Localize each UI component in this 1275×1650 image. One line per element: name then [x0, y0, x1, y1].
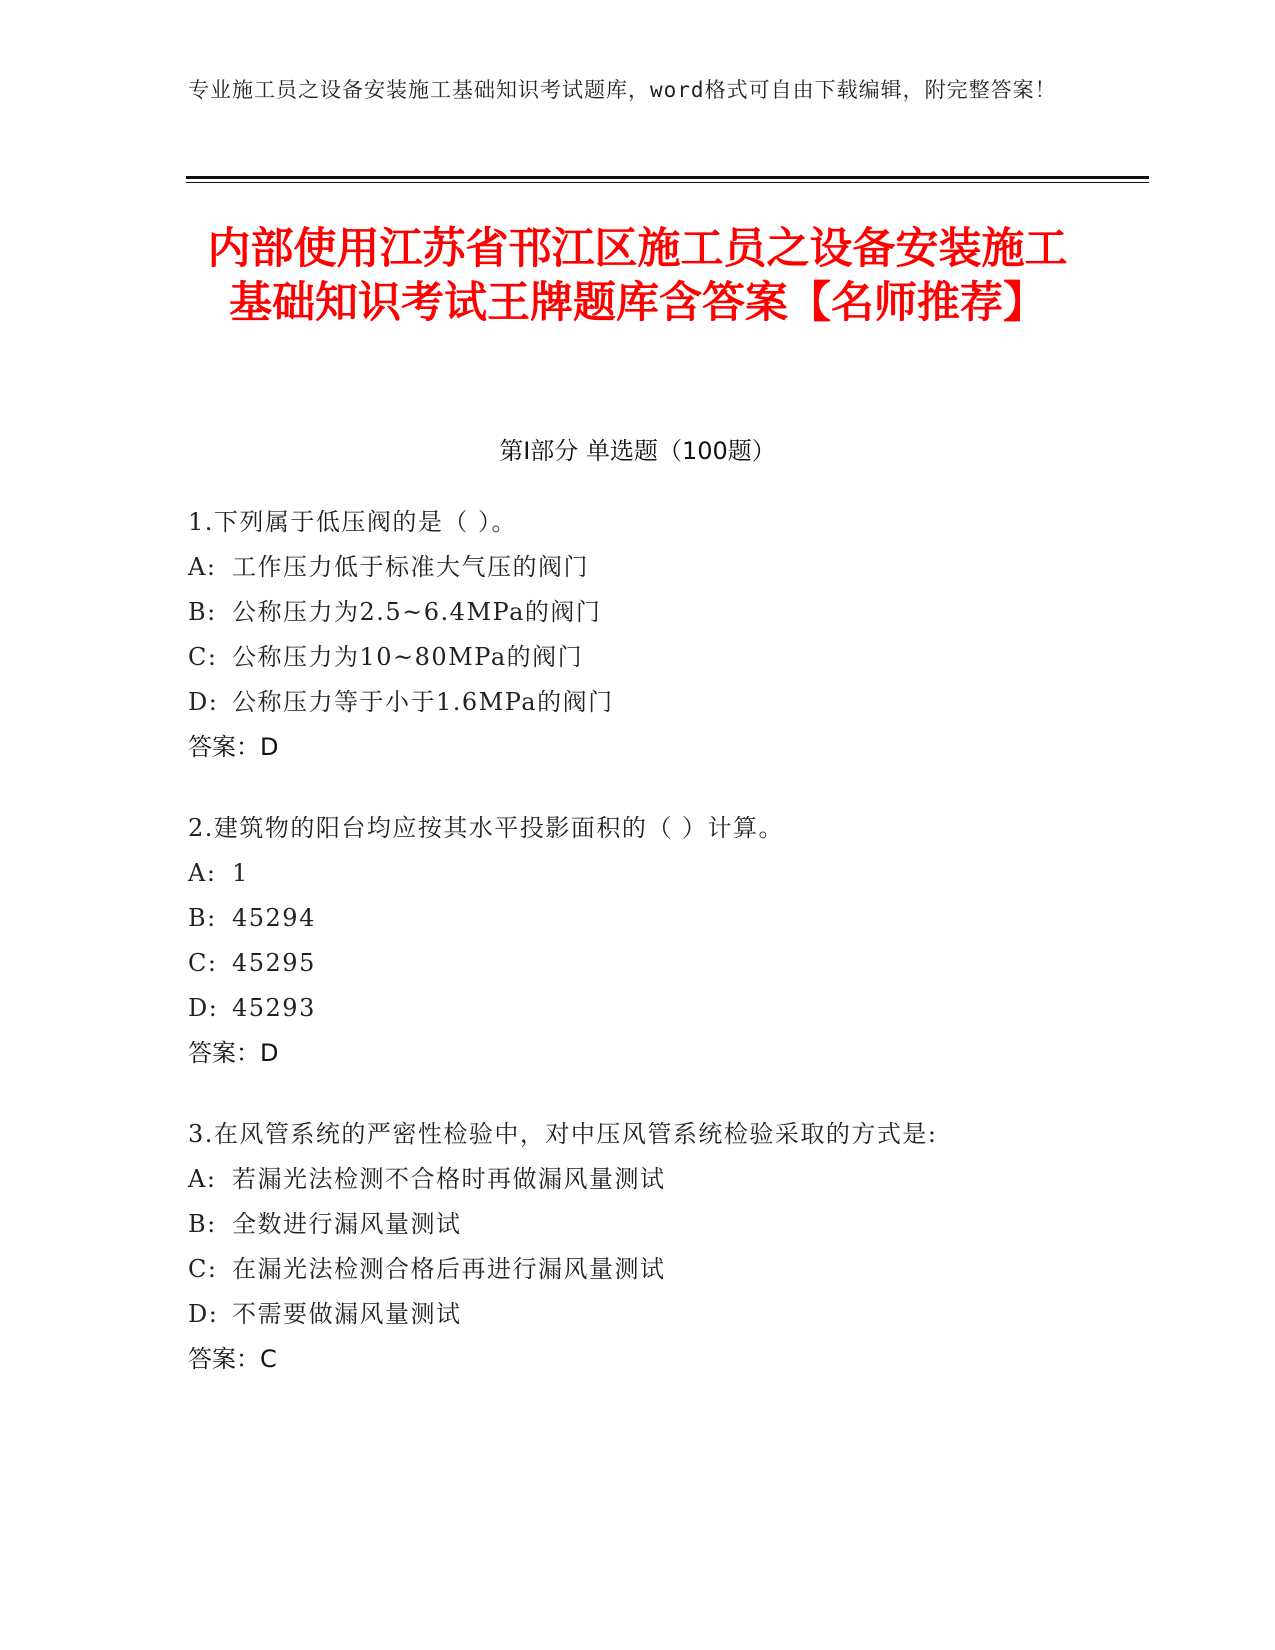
- option-text: 1: [232, 859, 249, 887]
- header-divider-thick: [186, 176, 1149, 179]
- option-letter: C:: [188, 1255, 218, 1283]
- option-c: [188, 1247, 1108, 1292]
- answer: 答案：D: [188, 733, 279, 761]
- option-letter: C:: [188, 643, 218, 671]
- header-note: 专业施工员之设备安装施工基础知识考试题库，word格式可自由下载编辑，附完整答案！: [188, 78, 1057, 102]
- question-2: [188, 806, 1108, 1076]
- question-3: [188, 1112, 1108, 1382]
- option-letter: D:: [188, 994, 219, 1022]
- option-c: [188, 941, 1108, 986]
- option-c: [188, 635, 1108, 680]
- option-text: 在漏光法检测合格后再进行漏风量测试: [232, 1255, 666, 1283]
- option-text: 公称压力等于小于1.6MPa的阀门: [232, 688, 614, 716]
- question-stem: 1.下列属于低压阀的是（ ）。: [188, 508, 518, 536]
- option-letter: D:: [188, 1300, 219, 1328]
- header-divider-thin: [186, 182, 1149, 183]
- question-stem: 3.在风管系统的严密性检验中，对中压风管系统检验采取的方式是:: [188, 1120, 938, 1148]
- option-letter: B:: [188, 598, 217, 626]
- option-a: [188, 851, 1108, 896]
- option-text: 不需要做漏风量测试: [232, 1300, 462, 1328]
- option-letter: C:: [188, 949, 218, 977]
- section-heading: 第I部分 单选题（100题）: [499, 437, 776, 465]
- option-d: [188, 680, 1108, 725]
- option-text: 工作压力低于标准大气压的阀门: [232, 553, 589, 581]
- option-b: [188, 896, 1108, 941]
- option-letter: A:: [188, 859, 217, 887]
- answer: 答案：C: [188, 1345, 277, 1373]
- option-letter: A:: [188, 553, 217, 581]
- option-text: 45295: [232, 949, 316, 977]
- option-b: [188, 590, 1108, 635]
- option-letter: A:: [188, 1165, 217, 1193]
- option-a: [188, 1157, 1108, 1202]
- option-text: 45293: [232, 994, 316, 1022]
- option-text: 公称压力为10~80MPa的阀门: [232, 643, 584, 671]
- option-letter: B:: [188, 1210, 217, 1238]
- document-title: 内部使用江苏省邗江区施工员之设备安装施工基础知识考试王牌题库含答案【名师推荐】: [207, 224, 1068, 328]
- question-stem: 2.建筑物的阳台均应按其水平投影面积的（ ）计算。: [188, 814, 785, 842]
- option-d: [188, 986, 1108, 1031]
- question-1: [188, 500, 1108, 770]
- answer: 答案：D: [188, 1039, 279, 1067]
- option-text: 全数进行漏风量测试: [232, 1210, 462, 1238]
- option-b: [188, 1202, 1108, 1247]
- option-text: 公称压力为2.5~6.4MPa的阀门: [232, 598, 602, 626]
- option-letter: D:: [188, 688, 219, 716]
- option-text: 若漏光法检测不合格时再做漏风量测试: [232, 1165, 666, 1193]
- option-text: 45294: [232, 904, 316, 932]
- option-a: [188, 545, 1108, 590]
- option-letter: B:: [188, 904, 217, 932]
- option-d: [188, 1292, 1108, 1337]
